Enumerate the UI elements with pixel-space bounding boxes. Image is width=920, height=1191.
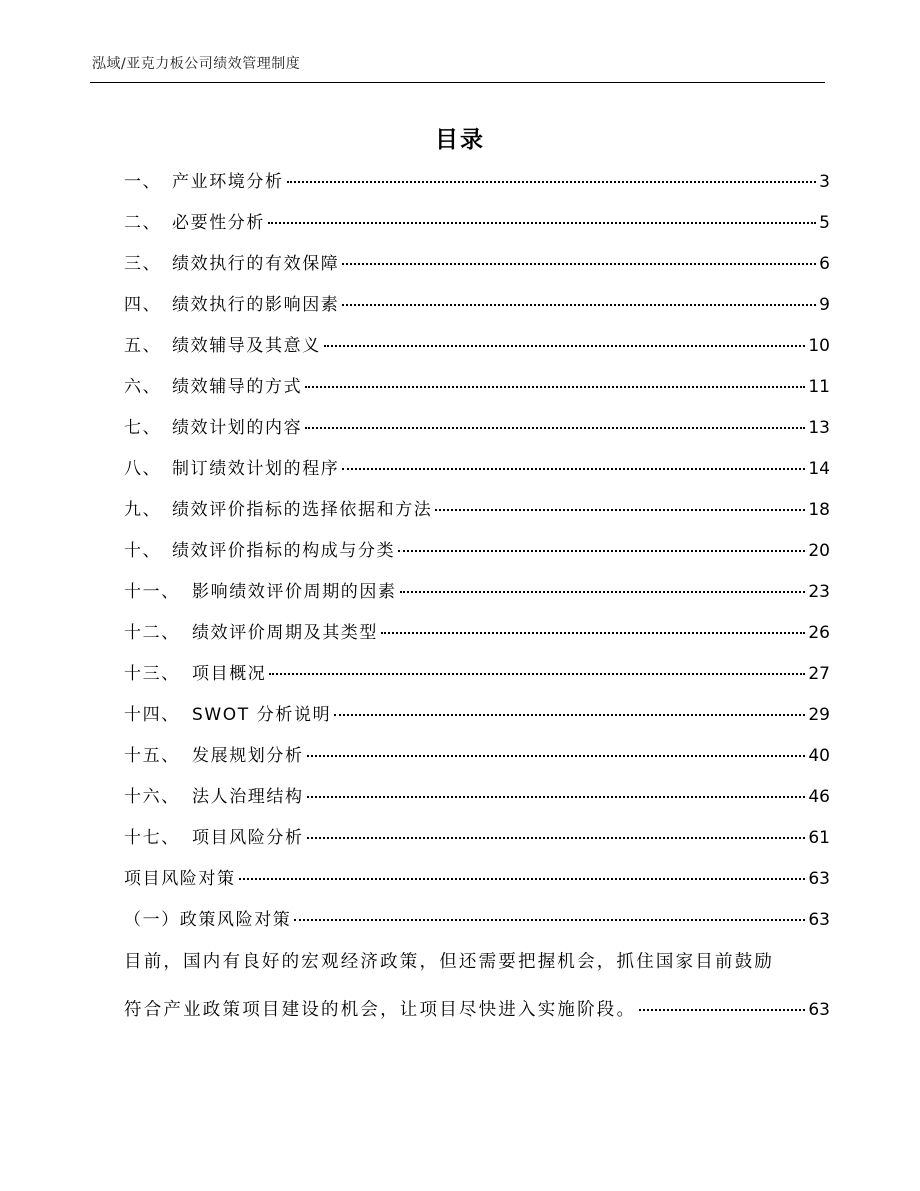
- toc-page-number: 29: [808, 705, 830, 725]
- toc-page-number: 6: [819, 254, 830, 274]
- toc-leader-dots: [342, 263, 816, 265]
- toc-entry-number: 一、: [124, 172, 162, 192]
- toc-entry-label: 绩效辅导的方式: [172, 377, 303, 397]
- toc-entry-label: 项目风险分析: [192, 828, 304, 848]
- toc-paragraph-entry[interactable]: [124, 948, 830, 1044]
- toc-entry-number: 十四、: [124, 705, 180, 725]
- toc-entry[interactable]: [124, 700, 830, 741]
- toc-entry-number: 十、: [124, 541, 162, 561]
- toc-entry[interactable]: [124, 536, 830, 577]
- toc-page-number: 61: [808, 828, 830, 848]
- toc-entry-label: 绩效执行的影响因素: [172, 295, 340, 315]
- toc-page-number: 63: [808, 1000, 830, 1020]
- toc-entry-label: 绩效评价指标的构成与分类: [172, 541, 396, 561]
- toc-entry-label: 项目风险对策: [124, 869, 236, 889]
- toc-page-number: 46: [808, 787, 830, 807]
- toc-entry-label: （一）政策风险对策: [124, 910, 292, 930]
- toc-leader-dots: [239, 878, 806, 880]
- toc-entry[interactable]: [124, 331, 830, 372]
- toc-page-number: 5: [819, 213, 830, 233]
- toc-leader-dots: [334, 714, 805, 716]
- toc-entry-label: 产业环境分析: [172, 172, 284, 192]
- toc-page-number: 63: [808, 869, 830, 889]
- toc-entry-number: 九、: [124, 500, 162, 520]
- toc-entry[interactable]: [124, 782, 830, 823]
- toc-leader-dots: [268, 222, 816, 224]
- toc-page-number: 10: [808, 336, 830, 356]
- toc-entry[interactable]: [124, 413, 830, 454]
- toc-page-number: 11: [808, 377, 830, 397]
- toc-entry-label: 绩效辅导及其意义: [172, 336, 321, 356]
- toc-page-number: 3: [819, 172, 830, 192]
- toc-title: 目录: [435, 127, 485, 153]
- toc-entry-label: 项目概况: [192, 664, 267, 684]
- toc-entry-number: 二、: [124, 213, 162, 233]
- toc-entry-label: 法人治理结构: [192, 787, 304, 807]
- toc-leader-dots: [307, 796, 806, 798]
- toc-entry-label: 绩效评价周期及其类型: [192, 623, 378, 643]
- toc-leader-dots: [287, 181, 817, 183]
- toc-entry[interactable]: [124, 454, 830, 495]
- toc-entry-number: 十五、: [124, 746, 180, 766]
- toc-paragraph-text-1: 目前，国内有良好的宏观经济政策，但还需要把握机会，抓住国家目前鼓励: [124, 952, 775, 972]
- toc-entry-label: 绩效评价指标的选择依据和方法: [172, 500, 433, 520]
- toc-entry-number: 十三、: [124, 664, 180, 684]
- toc-entry-number: 十六、: [124, 787, 180, 807]
- toc-leader-dots: [294, 919, 805, 921]
- toc-entry-label: 必要性分析: [172, 213, 265, 233]
- toc-leader-dots: [398, 550, 805, 552]
- toc-entry-number: 十二、: [124, 623, 180, 643]
- toc-leader-dots: [639, 1009, 805, 1011]
- toc-page-number: 63: [808, 910, 830, 930]
- table-of-contents: [124, 167, 830, 946]
- toc-entry[interactable]: [124, 290, 830, 331]
- toc-page-number: 20: [808, 541, 830, 561]
- toc-entry[interactable]: [124, 495, 830, 536]
- toc-entry[interactable]: [124, 905, 830, 946]
- toc-entry-number: 十一、: [124, 582, 180, 602]
- toc-entry[interactable]: [124, 249, 830, 290]
- toc-page-number: 40: [808, 746, 830, 766]
- toc-leader-dots: [381, 632, 805, 634]
- toc-entry-number: 五、: [124, 336, 162, 356]
- toc-page-number: 9: [819, 295, 830, 315]
- toc-page-number: 27: [808, 664, 830, 684]
- toc-leader-dots: [269, 673, 805, 675]
- toc-page-number: 14: [808, 459, 830, 479]
- toc-leader-dots: [342, 468, 805, 470]
- toc-entry-label: 绩效执行的有效保障: [172, 254, 340, 274]
- toc-entry[interactable]: [124, 208, 830, 249]
- toc-entry[interactable]: [124, 167, 830, 208]
- toc-entry[interactable]: [124, 741, 830, 782]
- toc-entry[interactable]: [124, 618, 830, 659]
- toc-entry[interactable]: [124, 372, 830, 413]
- toc-page-number: 13: [808, 418, 830, 438]
- header-rule: [90, 82, 825, 83]
- toc-paragraph-line-1: [124, 948, 830, 996]
- toc-entry-number: 六、: [124, 377, 162, 397]
- toc-leader-dots: [305, 386, 805, 388]
- toc-entry-label: 影响绩效评价周期的因素: [192, 582, 397, 602]
- toc-entry-label: 制订绩效计划的程序: [172, 459, 340, 479]
- running-header: 泓域/亚克力板公司绩效管理制度: [92, 56, 301, 72]
- toc-leader-dots: [342, 304, 816, 306]
- toc-entry-number: 十七、: [124, 828, 180, 848]
- toc-entry-number: 三、: [124, 254, 162, 274]
- toc-page-number: 18: [808, 500, 830, 520]
- toc-paragraph-text-2: 符合产业政策项目建设的机会，让项目尽快进入实施阶段。: [124, 1000, 637, 1020]
- toc-entry-label: 发展规划分析: [192, 746, 304, 766]
- toc-leader-dots: [305, 427, 805, 429]
- toc-leader-dots: [400, 591, 806, 593]
- toc-leader-dots: [307, 837, 806, 839]
- toc-leader-dots: [324, 345, 806, 347]
- toc-entry-number: 八、: [124, 459, 162, 479]
- toc-entry-number: 七、: [124, 418, 162, 438]
- toc-leader-dots: [435, 509, 805, 511]
- toc-entry-label: 绩效计划的内容: [172, 418, 303, 438]
- toc-page-number: 23: [808, 582, 830, 602]
- toc-page-number: 26: [808, 623, 830, 643]
- toc-entry-label: SWOT 分析说明: [192, 705, 332, 725]
- toc-paragraph-line-2: [124, 996, 830, 1044]
- toc-entry[interactable]: [124, 577, 830, 618]
- toc-leader-dots: [307, 755, 806, 757]
- toc-entry[interactable]: [124, 823, 830, 864]
- toc-entry[interactable]: [124, 864, 830, 905]
- toc-entry-number: 四、: [124, 295, 162, 315]
- toc-entry[interactable]: [124, 659, 830, 700]
